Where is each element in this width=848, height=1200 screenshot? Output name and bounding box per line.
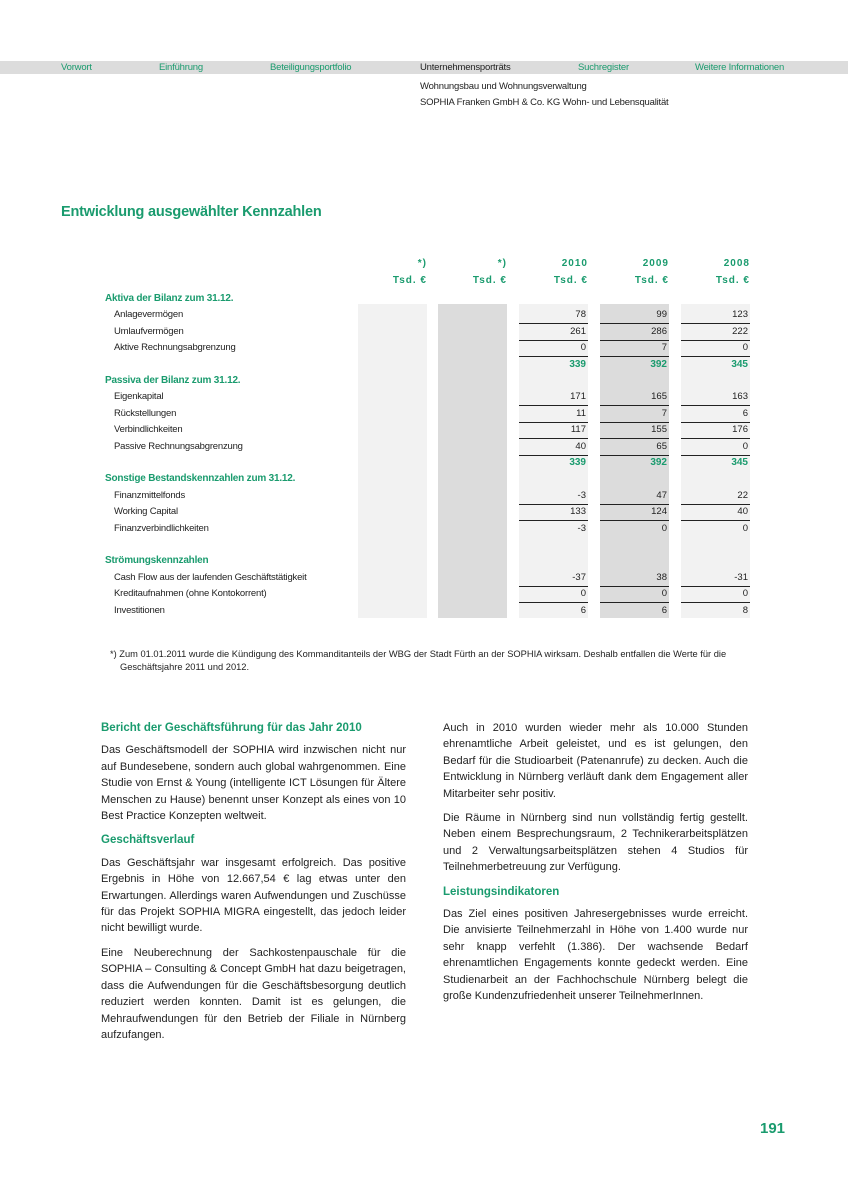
- cell-value: 40: [681, 506, 750, 521]
- cell-value: 47: [600, 490, 669, 505]
- cell-value: 22: [681, 490, 750, 505]
- cell-value: 392: [650, 457, 667, 468]
- cell-value: 0: [600, 588, 669, 603]
- row-label: Finanzmittelfonds: [114, 489, 186, 501]
- cell-value: 40: [519, 441, 588, 456]
- cell-value: -3: [519, 490, 588, 505]
- nav-weitere-informationen[interactable]: Weitere Informationen: [695, 62, 785, 73]
- cell-value: 345: [731, 457, 748, 468]
- row-label: Rückstellungen: [114, 407, 177, 419]
- table-row: [0, 455, 848, 471]
- cell-value: 165: [600, 391, 669, 406]
- table-row: [0, 307, 848, 323]
- table-row: [0, 570, 848, 586]
- page-title: Entwicklung ausgewählter Kennzahlen: [61, 204, 322, 220]
- section-heading: Strömungskennzahlen: [105, 555, 209, 567]
- section-heading: Leistungsindikatoren: [443, 885, 560, 898]
- table-row: [0, 357, 848, 373]
- column-header: Tsd. €: [472, 275, 507, 286]
- nav-suchregister[interactable]: Suchregister: [578, 62, 629, 73]
- cell-value: 78: [519, 309, 588, 324]
- table-row: [0, 603, 848, 619]
- column-header: 2008: [723, 258, 750, 269]
- paragraph: Auch in 2010 wurden wieder mehr als 10.000 Stunden ehrenamtliche Arbeit geleistet, und es ist gelungen, den Bedarf für die Studioarbeit (Patenanrufe) zu decken. Auch die Entwicklung in Nürnberg verläuft dank dem Engagement aller Mitarbeiter sehr positiv.: [443, 722, 748, 800]
- column-header: Tsd. €: [553, 275, 588, 286]
- section-heading: Bericht der Geschäftsführung für das Jahr 2010: [101, 722, 362, 734]
- table-row: [0, 488, 848, 504]
- cell-value: 123: [681, 309, 750, 324]
- row-label: Anlagevermögen: [114, 309, 184, 321]
- cell-value: -31: [681, 572, 750, 587]
- cell-value: 339: [569, 358, 586, 370]
- paragraph: Die Räume in Nürnberg sind nun vollständig fertig gestellt. Neben einem Besprechungsraum, 2 Technikerarbeitsplätzen und 2 Verwaltungsarbeitsplätzen stehen 4 Studios für Teilnehmerbetreuung zur Verfügung.: [443, 812, 748, 874]
- footnote: *) Zum 01.01.2011 wurde die Kündigung des Kommanditanteils der WBG der Stadt Fürth an der SOPHIA wirksam. Deshalb entfallen die Werte für die Geschäftsjahre 2011 und 2012.: [110, 649, 727, 672]
- column-header: Tsd. €: [634, 275, 669, 286]
- text-column-right: [443, 720, 748, 1013]
- cell-value: 133: [519, 506, 588, 521]
- cell-value: 339: [569, 457, 586, 468]
- table-row: [0, 406, 848, 422]
- cell-value: 0: [519, 588, 588, 603]
- section-heading: Sonstige Bestandskennzahlen zum 31.12.: [105, 473, 296, 485]
- section-heading: Aktiva der Bilanz zum 31.12.: [105, 293, 234, 304]
- cell-value: 0: [681, 342, 750, 357]
- column-header: Tsd. €: [715, 275, 750, 286]
- cell-value: 392: [650, 358, 667, 370]
- cell-value: 8: [742, 604, 748, 616]
- cell-value: 222: [681, 326, 750, 341]
- nav-vorwort[interactable]: Vorwort: [61, 62, 92, 73]
- table-row: [0, 537, 848, 553]
- row-label: Investitionen: [114, 604, 165, 616]
- top-navigation: [0, 61, 848, 74]
- cell-value: -37: [519, 572, 588, 587]
- row-label: Passive Rechnungsabgrenzung: [114, 440, 243, 452]
- column-header: Tsd. €: [392, 275, 427, 286]
- table-row: [0, 340, 848, 356]
- table-row: [0, 553, 848, 569]
- table-row: [0, 439, 848, 455]
- row-label: Cash Flow aus der laufenden Geschäftstätigkeit: [114, 571, 307, 583]
- cell-value: 176: [681, 424, 750, 439]
- cell-value: 286: [600, 326, 669, 341]
- nav-unternehmensportraets[interactable]: Unternehmensporträts: [420, 62, 511, 73]
- cell-value: 0: [681, 588, 750, 603]
- column-header: *): [497, 258, 507, 269]
- cell-value: 6: [681, 408, 750, 423]
- cell-value: 7: [600, 342, 669, 357]
- cell-value: 6: [661, 604, 667, 616]
- paragraph: Das Ziel eines positiven Jahresergebnisses wurde erreicht. Die anvisierte Teilnehmerzahl in Höhe von 1.400 wurde nur sehr knapp verfehlt (1.386). Der wachsende Bedarf ehrenamtlichen Engagements konnte gedeckt werden. Eine Studienarbeit an der Fachhochschule Nürnberg belegt die große Kundenzufriedenheit unserer TeilnehmerInnen.: [443, 908, 748, 1003]
- cell-value: 6: [580, 604, 586, 616]
- cell-value: 65: [600, 441, 669, 456]
- row-label: Aktive Rechnungsabgrenzung: [114, 342, 236, 354]
- table-row: [0, 373, 848, 389]
- table-row: [0, 389, 848, 405]
- cell-value: 38: [600, 572, 669, 587]
- breadcrumb-category: Wohnungsbau und Wohnungsverwaltung: [420, 81, 587, 92]
- section-heading: Geschäftsverlauf: [101, 834, 195, 847]
- cell-value: 11: [519, 408, 588, 423]
- table-row: [0, 324, 848, 340]
- cell-value: 261: [519, 326, 588, 341]
- column-header: 2010: [561, 258, 588, 269]
- text-column-left: [101, 720, 406, 1051]
- cell-value: 0: [519, 342, 588, 357]
- nav-beteiligungsportfolio[interactable]: Beteiligungsportfolio: [270, 62, 352, 73]
- cell-value: 7: [600, 408, 669, 423]
- paragraph: Das Geschäftsjahr war insgesamt erfolgreich. Das positive Ergebnis in Höhe von 12.667,54 € lag etwas unter den Erwartungen. Allerdings waren Aufwendungen und Zuschüsse für das Projekt SOPHIA MIGRA eingestellt, das jedoch leider nicht bewilligt wurde.: [101, 856, 406, 935]
- table-row: [0, 504, 848, 520]
- row-label: Umlaufvermögen: [114, 325, 184, 337]
- cell-value: 0: [661, 522, 667, 534]
- table-row: [0, 521, 848, 537]
- cell-value: 99: [600, 309, 669, 324]
- table-row: [0, 471, 848, 487]
- column-header: *): [417, 258, 427, 269]
- cell-value: 345: [731, 358, 748, 370]
- cell-value: 117: [519, 424, 588, 439]
- row-label: Working Capital: [114, 506, 178, 518]
- section-heading: Passiva der Bilanz zum 31.12.: [105, 375, 241, 386]
- row-label: Finanzverbindlichkeiten: [114, 522, 209, 534]
- cell-value: 163: [681, 391, 750, 406]
- cell-value: 0: [742, 522, 748, 534]
- table-row: [0, 586, 848, 602]
- breadcrumb-company: SOPHIA Franken GmbH & Co. KG Wohn- und Lebensqualität: [420, 97, 669, 108]
- table-row: [0, 422, 848, 438]
- paragraph: Das Geschäftsmodell der SOPHIA wird inzwischen nicht nur auf Bundesebene, sondern auch global wahrgenommen. Eine Studie von Ernst & Young (intelligente ICT Lösungen für Ältere Menschen zu Hause) benennt unser Konzept als eines von 10 Best Practice Konzepten weltweit.: [101, 744, 406, 823]
- paragraph: Eine Neuberechnung der Sachkostenpauschale für die SOPHIA – Consulting & Concept GmbH hat dazu beigetragen, dass die Aufwendungen für die Geschäftsbesorgung deutlich reduziert werden konnten. Damit ist es gelungen, die Mehraufwendungen für den Betrieb der Filiale in Nürnberg aufzufangen.: [101, 946, 406, 1041]
- cell-value: 124: [600, 506, 669, 521]
- cell-value: 171: [519, 391, 588, 406]
- cell-value: -3: [577, 522, 586, 534]
- cell-value: 155: [600, 424, 669, 439]
- cell-value: 0: [681, 441, 750, 456]
- row-label: Kreditaufnahmen (ohne Kontokorrent): [114, 588, 267, 600]
- nav-einfuehrung[interactable]: Einführung: [159, 62, 203, 73]
- row-label: Eigenkapital: [114, 391, 164, 403]
- table-row: [0, 291, 848, 307]
- row-label: Verbindlichkeiten: [114, 424, 183, 436]
- page-number: 191: [760, 1120, 786, 1137]
- column-header: 2009: [642, 258, 669, 269]
